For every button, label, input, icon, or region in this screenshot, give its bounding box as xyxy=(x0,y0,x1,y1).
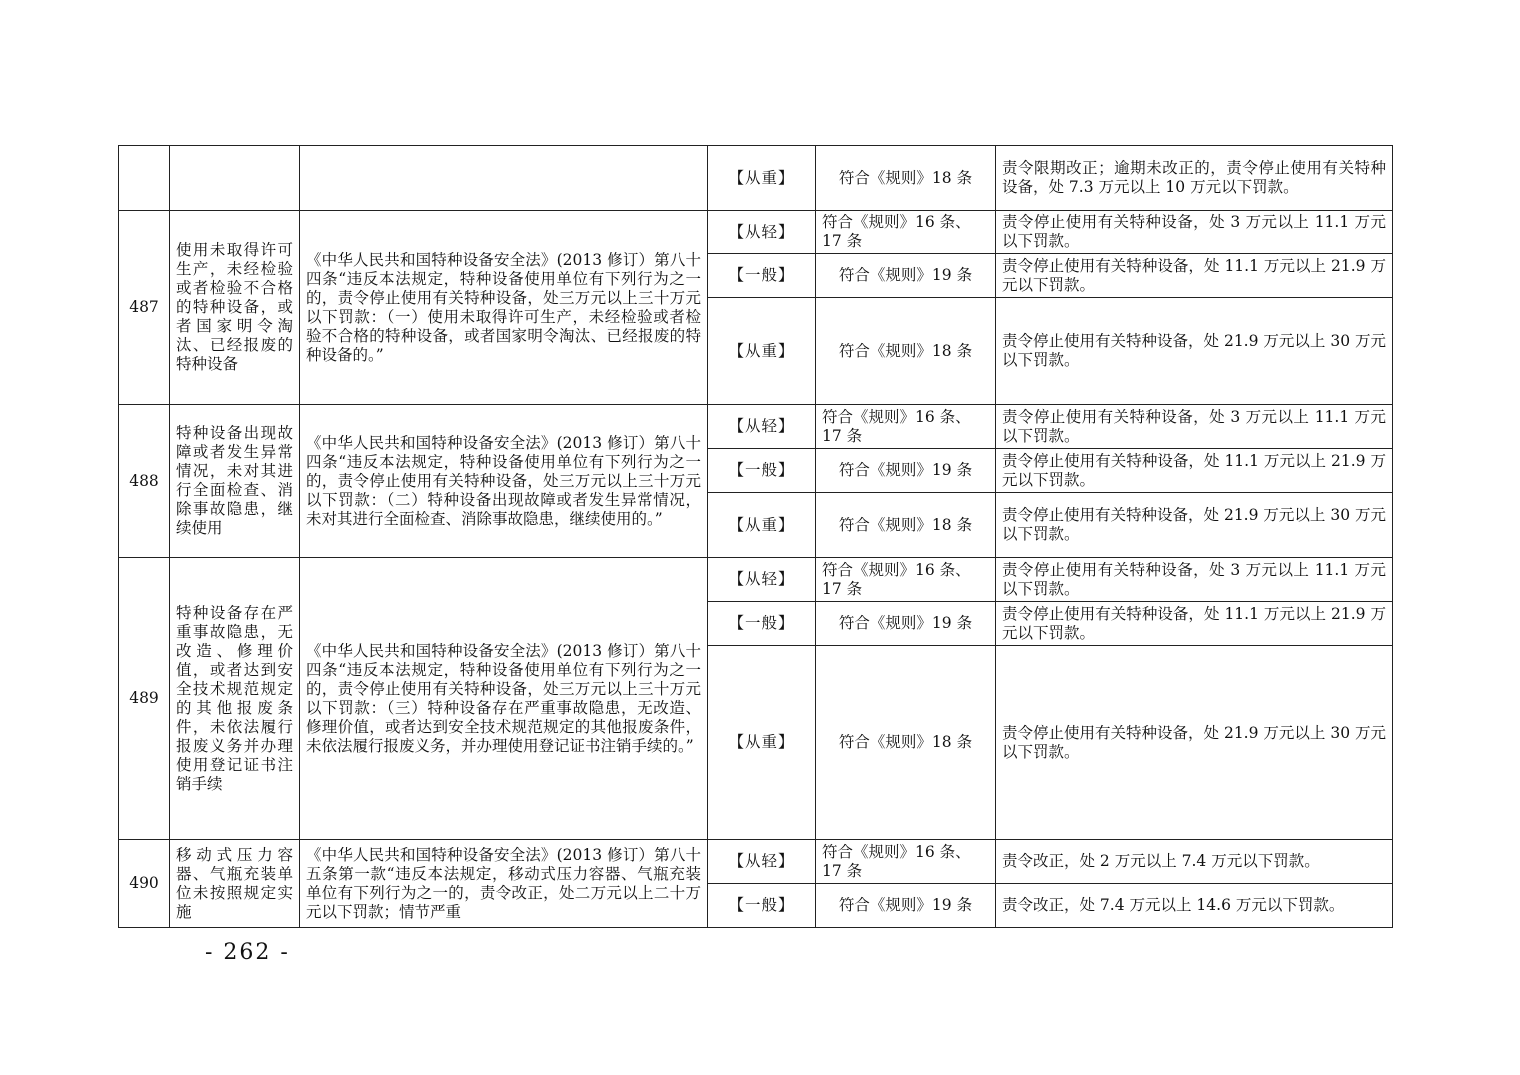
applicable-condition: 符合《规则》18 条 xyxy=(816,646,996,840)
applicable-condition: 符合《规则》16 条、17 条 xyxy=(816,558,996,602)
penalty-standard: 责令停止使用有关特种设备，处 21.9 万元以上 30 万元以下罚款。 xyxy=(996,646,1393,840)
discretion-level: 【从重】 xyxy=(708,298,816,405)
discretion-level: 【从重】 xyxy=(708,146,816,211)
violation-item: 特种设备出现故障或者发生异常情况，未对其进行全面检查、消除事故隐患，继续使用 xyxy=(170,405,300,558)
discretion-level: 【从轻】 xyxy=(708,840,816,884)
applicable-condition: 符合《规则》18 条 xyxy=(816,493,996,558)
violation-item xyxy=(170,146,300,211)
applicable-condition: 符合《规则》19 条 xyxy=(816,254,996,298)
penalty-standard: 责令改正，处 7.4 万元以上 14.6 万元以下罚款。 xyxy=(996,884,1393,928)
penalty-standard: 责令停止使用有关特种设备，处 11.1 万元以上 21.9 万元以下罚款。 xyxy=(996,602,1393,646)
applicable-condition: 符合《规则》19 条 xyxy=(816,449,996,493)
discretion-level: 【一般】 xyxy=(708,602,816,646)
discretion-level: 【一般】 xyxy=(708,449,816,493)
applicable-condition: 符合《规则》16 条、17 条 xyxy=(816,211,996,254)
page-number: - 262 - xyxy=(205,940,290,965)
penalty-standard: 责令停止使用有关特种设备，处 21.9 万元以上 30 万元以下罚款。 xyxy=(996,493,1393,558)
penalty-standard: 责令停止使用有关特种设备，处 3 万元以上 11.1 万元以下罚款。 xyxy=(996,558,1393,602)
discretion-level: 【一般】 xyxy=(708,254,816,298)
discretion-level: 【从轻】 xyxy=(708,211,816,254)
row-number xyxy=(119,146,170,211)
legal-basis: 《中华人民共和国特种设备安全法》(2013 修订）第八十四条“违反本法规定，特种设备使用单位有下列行为之一的，责令停止使用有关特种设备，处三万元以上三十万元以下罚款：（二）特种设备出现故障或者发生异常情况，未对其进行全面检查、消除事故隐患，继续使用的。” xyxy=(300,405,708,558)
legal-basis xyxy=(300,146,708,211)
legal-basis: 《中华人民共和国特种设备安全法》(2013 修订）第八十四条“违反本法规定，特种设备使用单位有下列行为之一的，责令停止使用有关特种设备，处三万元以上三十万元以下罚款：（三）特种设备存在严重事故隐患，无改造、修理价值，或者达到安全技术规范规定的其他报废条件，未依法履行报废义务，并办理使用登记证书注销手续的。” xyxy=(300,558,708,840)
table-row xyxy=(119,405,1393,449)
penalty-standard: 责令停止使用有关特种设备，处 11.1 万元以上 21.9 万元以下罚款。 xyxy=(996,449,1393,493)
table-row xyxy=(119,146,1393,211)
row-number: 487 xyxy=(119,211,170,405)
violation-item: 特种设备存在严重事故隐患，无改造、修理价值，或者达到安全技术规范规定的其他报废条件，未依法履行报废义务并办理使用登记证书注销手续 xyxy=(170,558,300,840)
row-number: 488 xyxy=(119,405,170,558)
discretion-level: 【从重】 xyxy=(708,646,816,840)
penalty-standard: 责令停止使用有关特种设备，处 21.9 万元以上 30 万元以下罚款。 xyxy=(996,298,1393,405)
penalty-standard: 责令限期改正；逾期未改正的，责令停止使用有关特种设备，处 7.3 万元以上 10 万元以下罚款。 xyxy=(996,146,1393,211)
penalty-standard: 责令停止使用有关特种设备，处 3 万元以上 11.1 万元以下罚款。 xyxy=(996,211,1393,254)
penalty-standard: 责令停止使用有关特种设备，处 11.1 万元以上 21.9 万元以下罚款。 xyxy=(996,254,1393,298)
row-number: 490 xyxy=(119,840,170,928)
applicable-condition: 符合《规则》16 条、17 条 xyxy=(816,405,996,449)
table-row xyxy=(119,840,1393,884)
table-row xyxy=(119,558,1393,602)
applicable-condition: 符合《规则》16 条、17 条 xyxy=(816,840,996,884)
violation-item: 使用未取得许可生产，未经检验或者检验不合格的特种设备，或者国家明令淘汰、已经报废的特种设备 xyxy=(170,211,300,405)
penalty-standard: 责令停止使用有关特种设备，处 3 万元以上 11.1 万元以下罚款。 xyxy=(996,405,1393,449)
legal-basis: 《中华人民共和国特种设备安全法》(2013 修订）第八十四条“违反本法规定，特种设备使用单位有下列行为之一的，责令停止使用有关特种设备，处三万元以上三十万元以下罚款：（一）使用未取得许可生产，未经检验或者检验不合格的特种设备，或者国家明令淘汰、已经报废的特种设备的。” xyxy=(300,211,708,405)
penalty-standard: 责令改正，处 2 万元以上 7.4 万元以下罚款。 xyxy=(996,840,1393,884)
discretion-level: 【从轻】 xyxy=(708,405,816,449)
legal-basis: 《中华人民共和国特种设备安全法》(2013 修订）第八十五条第一款“违反本法规定，移动式压力容器、气瓶充装单位有下列行为之一的，责令改正，处二万元以上二十万元以下罚款；情节严重 xyxy=(300,840,708,928)
applicable-condition: 符合《规则》18 条 xyxy=(816,298,996,405)
violation-item: 移动式压力容器、气瓶充装单位未按照规定实施 xyxy=(170,840,300,928)
penalty-standard-table xyxy=(118,145,1393,928)
applicable-condition: 符合《规则》19 条 xyxy=(816,884,996,928)
discretion-level: 【一般】 xyxy=(708,884,816,928)
row-number: 489 xyxy=(119,558,170,840)
applicable-condition: 符合《规则》19 条 xyxy=(816,602,996,646)
discretion-level: 【从重】 xyxy=(708,493,816,558)
table-row xyxy=(119,211,1393,254)
applicable-condition: 符合《规则》18 条 xyxy=(816,146,996,211)
discretion-level: 【从轻】 xyxy=(708,558,816,602)
